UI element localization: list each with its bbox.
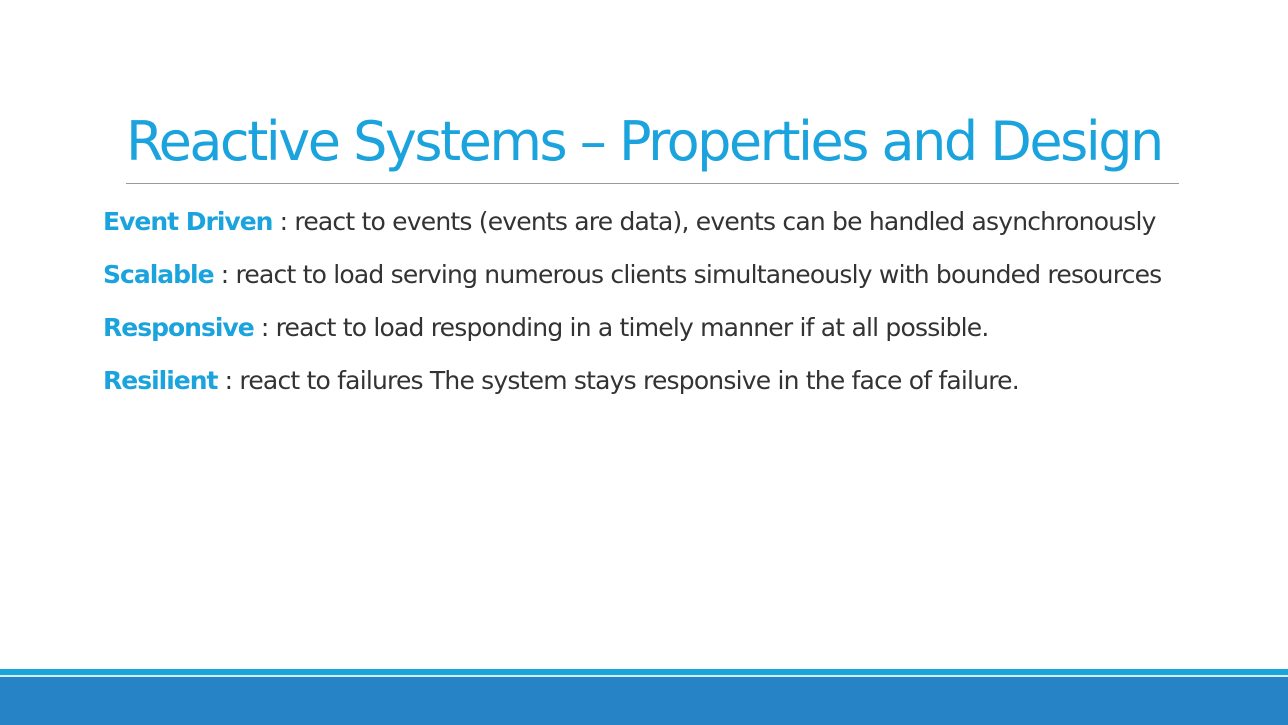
- bullet-description: : react to load serving numerous clients simultaneously with bounded resources: [213, 260, 1162, 289]
- slide-title: Reactive Systems – Properties and Design: [126, 110, 1162, 173]
- bullet-term: Scalable: [103, 260, 214, 289]
- title-underline: [126, 183, 1179, 184]
- bullet-description: : react to failures The system stays responsive in the face of failure.: [217, 366, 1019, 395]
- bullet-resilient: [103, 359, 1283, 412]
- footer-band: [0, 677, 1288, 725]
- bullet-description: : react to load responding in a timely manner if at all possible.: [253, 313, 989, 342]
- bullet-event-driven: [103, 200, 1283, 253]
- bullet-term: Event Driven: [103, 207, 273, 236]
- bullet-list: [103, 200, 1283, 412]
- bullet-responsive: [103, 306, 1283, 359]
- bullet-term: Resilient: [103, 366, 218, 395]
- bullet-description: : react to events (events are data), events can be handled asynchronously: [272, 207, 1156, 236]
- bullet-scalable: [103, 253, 1283, 306]
- bullet-term: Responsive: [103, 313, 254, 342]
